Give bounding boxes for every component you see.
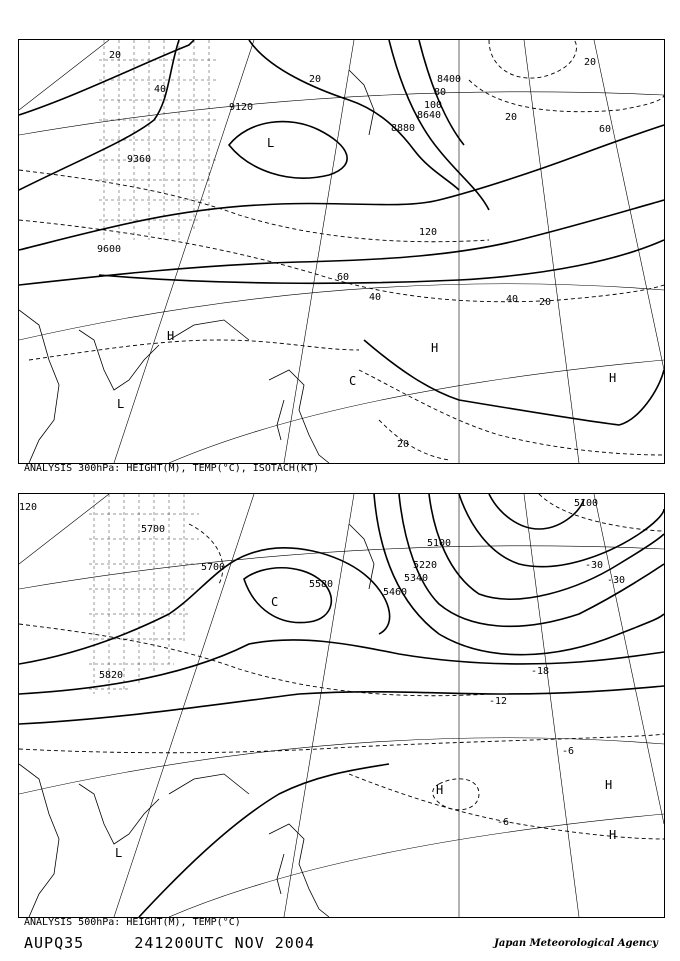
height-label: 5580 [309,579,334,590]
height-label: 9120 [229,102,254,113]
caption-300hpa: ANALYSIS 300hPa: HEIGHT(M), TEMP(°C), ISOTACH(KT) [24,463,320,474]
low-center-marker: L [117,397,125,411]
high-center-marker: H [431,341,439,355]
isotach-label: 20 [539,297,552,308]
coastlines [19,70,374,463]
low-center-marker: L [267,136,275,150]
temp-label: -18 [531,666,550,677]
map-500hpa-canvas [19,494,664,917]
bulletin-code: AUPQ35 [24,934,85,952]
height-label: 8640 [417,110,442,121]
high-center-marker: H [167,329,175,343]
height-label: 5460 [383,587,408,598]
high-center-marker: H [605,778,613,792]
isotach-label: 60 [599,124,612,135]
high-center-marker: H [609,828,617,842]
temp-lines [19,494,664,839]
map-500hpa [18,493,665,918]
height-label: 5700 [201,562,226,573]
height-label: 5340 [404,573,429,584]
map-300hpa [18,39,665,464]
temp-label: -30 [585,560,604,571]
temp-label: -30 [607,575,626,586]
map-labels [97,50,616,450]
cold-center-marker: C [349,374,357,388]
temp-label: -12 [489,696,508,707]
high-center-marker: H [436,783,444,797]
map-300hpa-canvas [19,40,664,463]
height-label: 5100 [574,498,599,509]
height-label: 5820 [99,670,124,681]
isotach-label: 40 [154,84,167,95]
height-label: 8880 [391,123,416,134]
height-label: 9360 [127,154,152,165]
height-label: 8400 [437,74,462,85]
low-center-marker: L [115,846,123,860]
isotach-label: 60 [337,272,350,283]
agency-name: Japan Meteorological Agency [494,938,658,949]
high-center-marker: H [609,371,617,385]
height-label: 5220 [413,560,438,571]
isotach-label: 100 [424,100,443,111]
isotach-label: 20 [505,112,518,123]
isotach-label: 20 [109,50,122,61]
temp-label: -6 [497,817,510,828]
height-contours [19,40,664,425]
height-label: 5100 [427,538,452,549]
height-label: 5700 [141,524,166,535]
caption-500hpa: ANALYSIS 500hPa: HEIGHT(M), TEMP(°C) [24,917,241,928]
isotach-label: 20 [397,439,410,450]
isotach-label: 80 [434,87,447,98]
height-label: 9600 [97,244,122,255]
bulletin-datetime: 241200UTC NOV 2004 [134,934,315,952]
bulletin-header [24,934,315,952]
isotach-label: 120 [419,227,438,238]
temp-label: -6 [562,746,575,757]
isotach-label: 40 [369,292,382,303]
cold-center-marker: C [271,595,279,609]
isotach-label: 40 [506,294,519,305]
isotach-label: 20 [309,74,322,85]
map-labels [19,498,625,860]
corner-label: 120 [19,502,38,513]
isotach-label: 20 [584,57,597,68]
